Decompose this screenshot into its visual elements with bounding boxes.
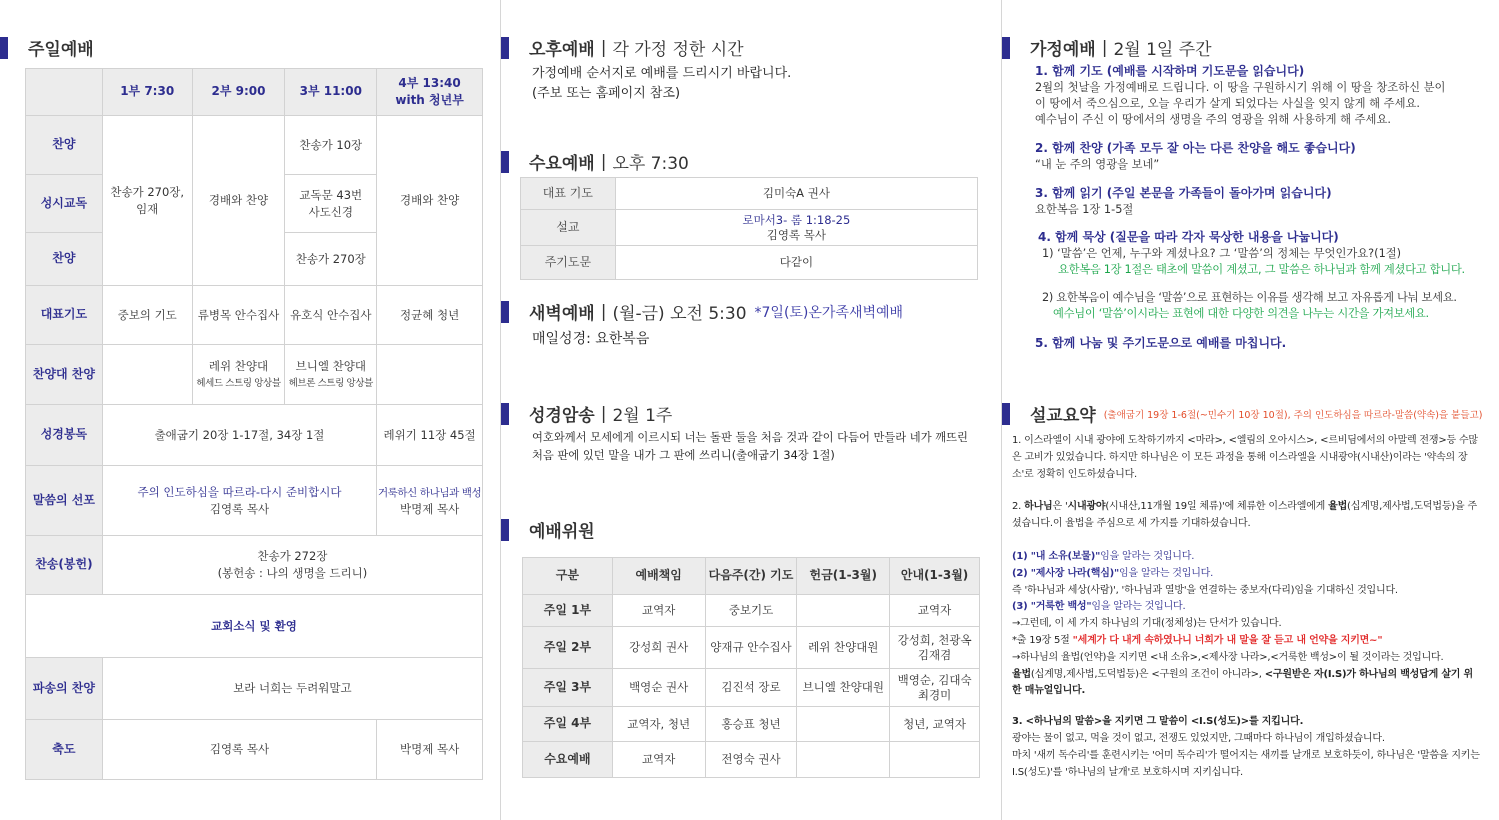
sermon-summary-heading [1002, 401, 1482, 426]
section-bar [501, 301, 509, 323]
text-line: →그런데, 이 세 가지 하나님의 기대(정체성)는 단서가 있습니다. [1012, 618, 1282, 630]
cell-sending-song: 보라 너희는 두려워말고 [102, 658, 482, 720]
cell-s4-worship: 경배와 찬양 [377, 116, 483, 286]
cell-sermon-4: 거룩하신 하나님과 백성 박명제 목사 [377, 466, 483, 536]
cell-sermon: 로마서3- 롬 1:18-25 김영록 목사 [615, 210, 977, 246]
cell-benediction-123: 김영록 목사 [102, 720, 376, 780]
text-span: 율법 [1328, 501, 1348, 513]
section-title: 수요예배 [529, 154, 595, 174]
afternoon-worship-text [532, 64, 791, 103]
table-cell: 브니엘 찬양대원 [797, 669, 890, 707]
answer-line: 예수님이 ‘말씀’이시라는 표현에 대한 다양한 의견을 나누는 시간을 가져보세요. [1053, 307, 1429, 321]
paragraph [1012, 714, 1482, 781]
text-line: 예수님이 주신 이 땅에서의 생명을 주의 영광을 위해 사용하게 해 주세요. [1035, 113, 1391, 127]
row-label-lords-prayer: 주기도문 [521, 246, 616, 280]
header-next-prayer: 다음주(간) 기도 [705, 558, 797, 595]
table-row [523, 707, 980, 742]
table-row [26, 720, 483, 780]
sermon-summary-body [1012, 433, 1482, 781]
sunday-worship-table [25, 68, 483, 780]
section-bar [501, 37, 509, 59]
table-cell: 교역자, 청년 [612, 707, 705, 742]
paragraph [1012, 499, 1482, 533]
wednesday-worship-heading [501, 149, 689, 174]
step-heading: 3. 함께 읽기 (주일 본문을 가족들이 돌아가며 읽습니다) [1035, 186, 1332, 201]
paragraph: 1. 이스라엘이 시내 광야에 도착하기까지 <마라>, <엘림의 오아시스>, <르비딤에서의 아말렉 전쟁>등 수많은 고비가 있었습니다. 하지만 하나님은 이 모든 과정을 통해 이스라엘을 시내광야(시내산)이라는 '약속의 장소'로 정확히 인도하셨습니다. [1012, 435, 1478, 480]
text-line: 요한복음 1장 1-5절 [1035, 203, 1134, 217]
worship-committee-table [522, 557, 980, 778]
table-cell [890, 742, 980, 778]
text-line: 율법(십계명,제사법,도덕법등)은 <구원의 조건이 아니라>, <구원받은 자(I.S)가 하나님의 백성답게 살기 위한 매뉴얼입니다. [1012, 668, 1474, 697]
dawn-note: *7일(토)온가족새벽예배 [754, 304, 904, 321]
sermon-note: (출애굽기 19장 1-6절(~민수기 10장 10절), 주의 인도하심을 따르라-말씀(약속)을 붙들고) [1103, 409, 1483, 421]
list-item: (2) "제사장 나라(핵심)"임을 알라는 것입니다. [1012, 567, 1214, 579]
table-cell: 홍승표 청년 [705, 707, 797, 742]
section-bar [501, 403, 509, 425]
row-label: 주일 1부 [523, 595, 613, 627]
cell-reading-4: 레위기 11장 45절 [377, 405, 483, 466]
text-line: 이 땅에서 죽으심으로, 오늘 우리가 살게 되었다는 사실을 잊지 않게 해 주세요. [1035, 97, 1420, 111]
section-subtitle: 2월 1일 주간 [1113, 40, 1212, 60]
header-category: 구분 [523, 558, 613, 595]
table-cell: 강성희 권사 [612, 627, 705, 669]
table-row [523, 669, 980, 707]
table-cell: 교역자 [890, 595, 980, 627]
row-label: 수요예배 [523, 742, 613, 778]
section-subtitle: (월-금) 오전 5:30 [612, 304, 747, 324]
text-span: (시내산,11개월 19일 체류)'에 체류한 이스라엘에게 [1105, 501, 1329, 513]
row-label-scripture: 성경봉독 [26, 405, 103, 466]
table-row [26, 405, 483, 466]
table-cell: 양재규 안수집사 [705, 627, 797, 669]
table-cell: 청년, 교역자 [890, 707, 980, 742]
text-line: 처음 판에 있던 말을 내가 그 판에 쓰리니(출애굽기 34장 1절) [532, 449, 835, 463]
table-row [26, 466, 483, 536]
section-bar [0, 37, 8, 59]
table-cell: 중보기도 [705, 595, 797, 627]
text-span: 시내광야 [1067, 501, 1106, 513]
row-label-sermon: 말씀의 선포 [26, 466, 103, 536]
text-line: 즉 '하나님과 세상(사람)', '하나님과 열방'을 연결하는 중보자(다리)임을 기대하신 것입니다. [1012, 584, 1398, 596]
row-label-choir: 찬양대 찬양 [26, 345, 103, 405]
cell-prayer-4: 정균혜 청년 [377, 286, 483, 345]
cell-offering: 찬송가 272장 (봉헌송 : 나의 생명을 드리니) [102, 536, 482, 595]
section-subtitle: 각 가정 정한 시간 [612, 40, 744, 60]
table-cell: 교역자 [612, 742, 705, 778]
table-cell: 백영순, 김대숙 최경미 [890, 669, 980, 707]
header-usher: 안내(1-3월) [890, 558, 980, 595]
table-cell: 레위 찬양대원 [797, 627, 890, 669]
step-heading: 2. 함께 찬양 (가족 모두 잘 아는 다른 찬양을 해도 좋습니다) [1035, 141, 1356, 156]
row-label-praise: 찬양 [26, 116, 103, 175]
table-row [523, 595, 980, 627]
header-service-1: 1부 7:30 [102, 69, 192, 116]
row-label-prayer: 대표기도 [26, 286, 103, 345]
question-line: 2) 요한복음이 예수님을 ‘말씀’으로 표현하는 이유를 생각해 보고 자유롭게 나눠 보세요. [1042, 291, 1457, 305]
row-label: 주일 4부 [523, 707, 613, 742]
cell-prayer-2: 류병목 안수집사 [192, 286, 285, 345]
row-label-offering: 찬송(봉헌) [26, 536, 103, 595]
section-title: 성경암송 [529, 406, 595, 426]
text-line: 가정예배 순서지로 예배를 드리시기 바랍니다. [532, 66, 792, 81]
header-lead: 예배책임 [612, 558, 705, 595]
text-line: 광야는 물이 없고, 먹을 것이 없고, 전쟁도 있었지만, 그때마다 하나님이 개입하셨습니다. [1012, 732, 1385, 744]
dawn-reading-text: 매일성경: 요한복음 [532, 331, 650, 347]
cell-prayer-1: 중보의 기도 [102, 286, 192, 345]
cell-choir-1 [102, 345, 192, 405]
step-heading: 4. 함께 묵상 (질문을 따라 각자 묵상한 내용을 나눕니다) [1038, 230, 1339, 245]
worship-committee-heading [501, 517, 595, 542]
section-bar [501, 151, 509, 173]
cell-s1-worship: 찬송가 270장, 임재 [102, 116, 192, 286]
cell-choir-2: 레위 찬양대 헤세드 스트링 앙상블 [192, 345, 285, 405]
text-line: *출 19장 5절 "세계가 다 내게 속하였나니 너희가 내 말을 잘 듣고 내 언약을 지키면~" [1012, 634, 1383, 646]
section-bar [1002, 403, 1010, 425]
list-item: (3) "거룩한 백성"임을 알라는 것입니다. [1012, 601, 1186, 613]
header-empty [26, 69, 103, 116]
step-heading: 1. 함께 기도 (예배를 시작하며 기도문을 읽습니다) [1035, 64, 1305, 78]
section-title: 설교요약 [1030, 406, 1096, 426]
cell-s3-gyodok: 교독문 43번 사도신경 [285, 175, 377, 233]
home-worship-heading [1002, 35, 1212, 60]
cell-prayer: 김미숙A 권사 [615, 178, 977, 210]
list-item: (1) "내 소유(보물)"임을 알라는 것입니다. [1012, 550, 1195, 562]
text-line: 2월의 첫날을 가정예배로 드립니다. 이 땅을 구원하시기 위해 이 땅을 창조하신 분이 [1035, 81, 1446, 95]
wednesday-worship-table [520, 177, 978, 280]
cell-s3-hymn: 찬송가 10장 [285, 116, 377, 175]
table-row [26, 536, 483, 595]
row-label-prayer: 대표 기도 [521, 178, 616, 210]
table-row [521, 246, 978, 280]
table-cell: 강성희, 천광옥 김재겸 [890, 627, 980, 669]
section-bar [1002, 37, 1010, 59]
table-cell [797, 742, 890, 778]
table-cell: 전영숙 권사 [705, 742, 797, 778]
table-cell: 교역자 [612, 595, 705, 627]
table-row [521, 210, 978, 246]
table-cell: 백영순 권사 [612, 669, 705, 707]
cell-choir-4 [377, 345, 483, 405]
header-offering: 헌금(1-3월) [797, 558, 890, 595]
table-row [523, 627, 980, 669]
section-title: 가정예배 [1030, 40, 1096, 60]
header-service-3: 3부 11:00 [285, 69, 377, 116]
cell-s3-hymn: 찬송가 270장 [285, 233, 377, 286]
row-label-praise: 찬양 [26, 233, 103, 286]
question-line: 1) ‘말씀’은 언제, 누구와 계셨나요? 그 ‘말씀’의 정체는 무엇인가요?(1절) [1042, 247, 1402, 261]
cell-benediction-4: 박명제 목사 [377, 720, 483, 780]
cell-lords-prayer: 다같이 [615, 246, 977, 280]
sunday-worship-heading [0, 35, 94, 60]
section-bar [501, 519, 509, 541]
dawn-worship-heading [501, 299, 903, 324]
title-separator: | [600, 301, 607, 322]
row-label-sermon: 설교 [521, 210, 616, 246]
memory-verse-heading [501, 401, 672, 426]
row-label-sending-song: 파송의 찬양 [26, 658, 103, 720]
cell-reading-123: 출애굽기 20장 1-17절, 34장 1절 [102, 405, 376, 466]
cell-choir-3: 브니엘 찬양대 헤브론 스트링 앙상블 [285, 345, 377, 405]
row-label: 주일 3부 [523, 669, 613, 707]
text-line: →하나님의 율법(언약)을 지키면 <내 소유>,<제사장 나라>,<거룩한 백성>이 될 것이라는 것입니다. [1012, 651, 1444, 663]
text-line: 마치 '새끼 독수리'를 훈련시키는 '어미 독수리'가 떨어지는 새끼를 날개로 보호하듯이, 하나님은 '말씀을 지키는 I.S(성도)'를 '하나님의 날개'로 보호하시며 지키십니다. [1012, 749, 1480, 778]
table-row [26, 345, 483, 405]
text-span: 2. [1012, 501, 1025, 513]
cell-s2-worship: 경배와 찬양 [192, 116, 285, 286]
text-line: 3. <하나님의 말씀>을 지키면 그 말씀이 <I.S(성도)>를 지킵니다. [1012, 716, 1304, 728]
paragraph [1012, 549, 1482, 700]
answer-line: 요한복음 1장 1절은 태초에 말씀이 계셨고, 그 말씀은 하나님과 함께 계셨다고 합니다. [1058, 263, 1465, 277]
section-title: 새벽예배 [529, 304, 595, 324]
title-separator: | [600, 37, 607, 58]
step-heading: 5. 함께 나눔 및 주기도문으로 예배를 마칩니다. [1035, 336, 1287, 351]
table-row [26, 286, 483, 345]
text-span: (십계명,제사법,도덕법등)을 주셨습니다.이 율법을 주심으로 세 가지를 기대하셨습니다. [1012, 501, 1477, 530]
text-line: 여호와께서 모세에게 이르시되 너는 돌판 둘을 처음 것과 같이 다듬어 만들라 네가 깨뜨린 [532, 431, 968, 444]
table-row [521, 178, 978, 210]
table-cell [797, 707, 890, 742]
cell-church-news: 교회소식 및 환영 [26, 595, 483, 658]
title-separator: | [600, 403, 607, 424]
row-label-responsive-reading: 성시교독 [26, 175, 103, 233]
text-span: 하나님 [1024, 501, 1053, 513]
section-title: 주일예배 [28, 40, 94, 60]
memory-verse-text [532, 429, 968, 466]
text-line: (주보 또는 홈페이지 참조) [532, 85, 681, 101]
header-service-4: 4부 13:40 with 청년부 [377, 69, 483, 116]
afternoon-worship-heading [501, 35, 744, 60]
row-label: 주일 2부 [523, 627, 613, 669]
section-subtitle: 오후 7:30 [612, 154, 689, 174]
table-row [523, 742, 980, 778]
table-header-row [26, 69, 483, 116]
text-line: “내 눈 주의 영광을 보네” [1035, 158, 1160, 172]
table-row [26, 595, 483, 658]
title-separator: | [600, 151, 607, 172]
header-service-2: 2부 9:00 [192, 69, 285, 116]
cell-prayer-3: 유호식 안수집사 [285, 286, 377, 345]
home-worship-body [1035, 63, 1480, 352]
table-header-row [523, 558, 980, 595]
row-label-benediction: 축도 [26, 720, 103, 780]
table-cell: 김진석 장로 [705, 669, 797, 707]
section-title: 오후예배 [529, 40, 595, 60]
text-span: 은 ' [1052, 501, 1068, 513]
title-separator: | [1101, 37, 1108, 58]
table-cell [797, 595, 890, 627]
section-title: 예배위원 [529, 522, 595, 542]
table-row [26, 658, 483, 720]
cell-sermon-123: 주의 인도하심을 따르라-다시 준비합시다 김영록 목사 [102, 466, 376, 536]
section-subtitle: 2월 1주 [612, 406, 673, 426]
table-row [26, 116, 483, 175]
